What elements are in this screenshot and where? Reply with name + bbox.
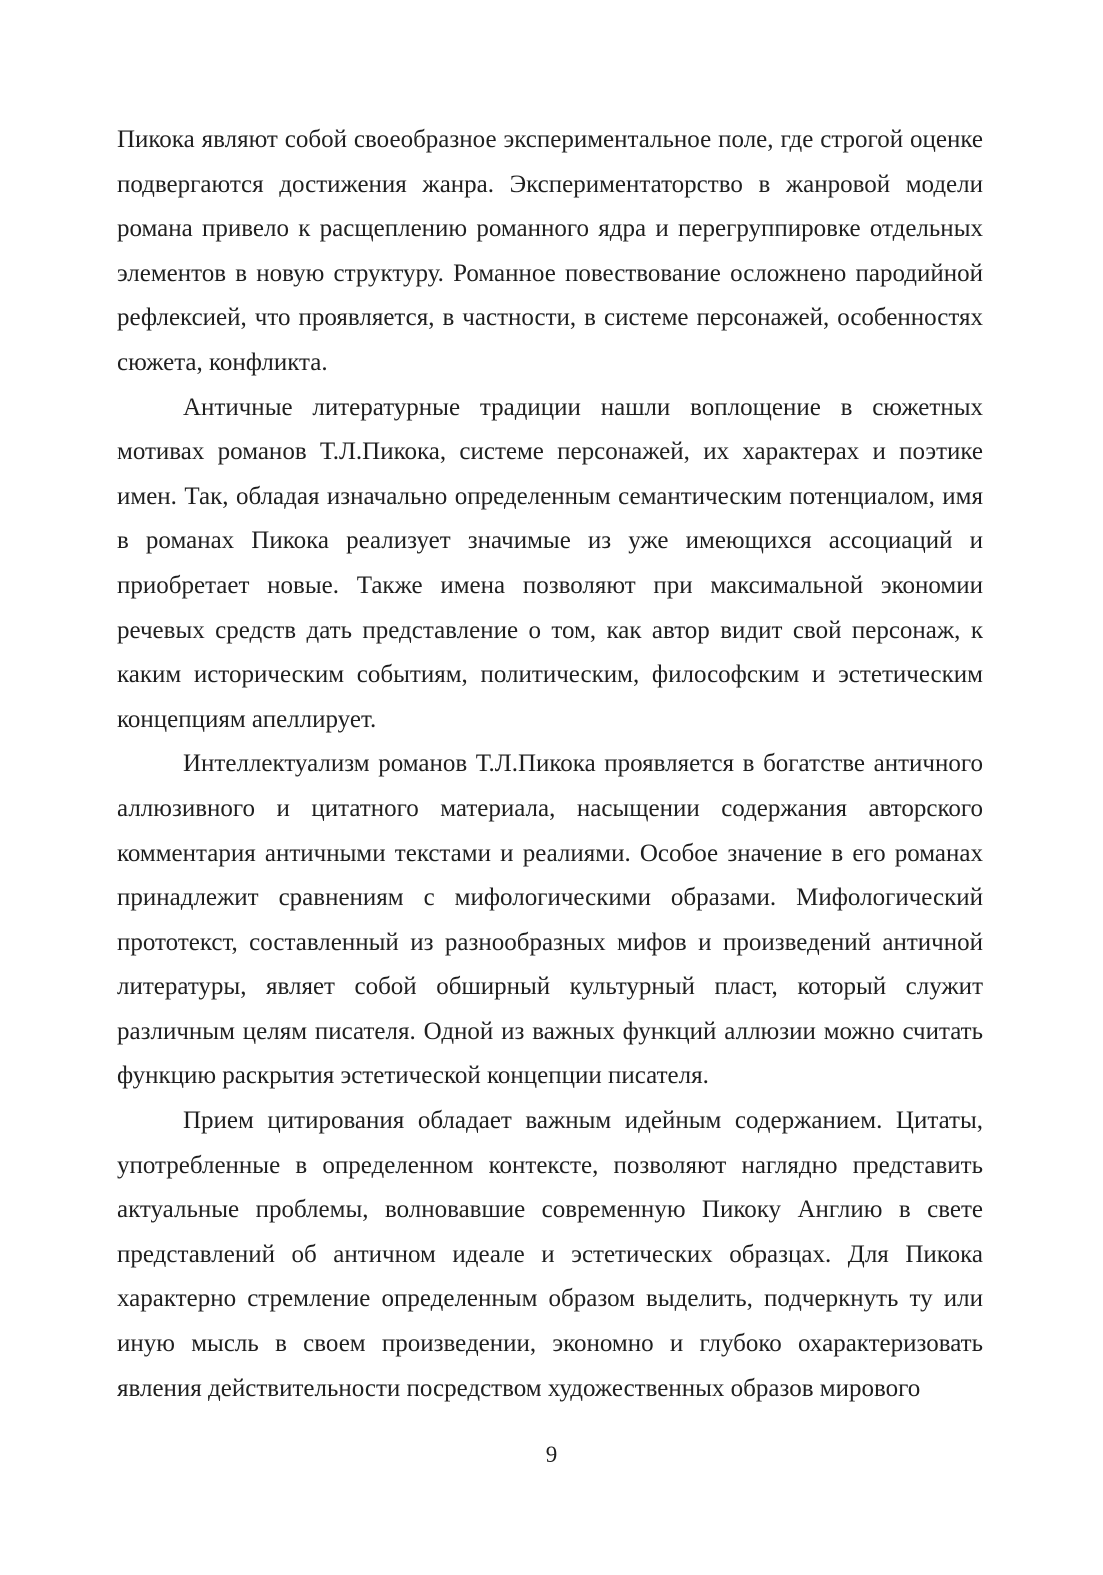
- paragraph-1: Пикока являют собой своеобразное экспериментальное поле, где строгой оценке подвергаются достижения жанра. Экспериментаторство в жанровой модели романа привело к расщеплению романного ядра и перегруппировке отдельных элементов в новую структуру. Романное повествование осложнено пародийной рефлексией, что проявляется, в частности, в системе персонажей, особенностях сюжета, конфликта.: [117, 126, 983, 376]
- page-number: 9: [545, 1442, 558, 1467]
- body-text: [117, 118, 983, 1411]
- paragraph-4: Прием цитирования обладает важным идейным содержанием. Цитаты, употребленные в определенном контексте, позволяют наглядно представить актуальные проблемы, волновавшие современную Пикоку Англию в свете представлений об античном идеале и эстетических образцах. Для Пикока характерно стремление определенным образом выделить, подчеркнуть ту или иную мысль в своем произведении, экономно и глубоко охарактеризовать явления действительности посредством художественных образов мирового: [117, 1107, 983, 1402]
- paragraph-2: Античные литературные традиции нашли воплощение в сюжетных мотивах романов Т.Л.Пикока, системе персонажей, их характерах и поэтике имен. Так, обладая изначально определенным семантическим потенциалом, имя в романах Пикока реализует значимые из уже имеющихся ассоциаций и приобретает новые. Также имена позволяют при максимальной экономии речевых средств дать представление о том, как автор видит свой персонаж, к каким историческим событиям, политическим, философским и эстетическим концепциям апеллирует.: [117, 393, 983, 733]
- paragraph-3: Интеллектуализм романов Т.Л.Пикока проявляется в богатстве античного аллюзивного и цитатного материала, насыщении содержания авторского комментария античными текстами и реалиями. Особое значение в его романах принадлежит сравнениям с мифологическими образами. Мифологический прототекст, составленный из разнообразных мифов и произведений античной литературы, являет собой обширный культурный пласт, который служит различным целям писателя. Одной из важных функций аллюзии можно считать функцию раскрытия эстетической концепции писателя.: [117, 750, 983, 1090]
